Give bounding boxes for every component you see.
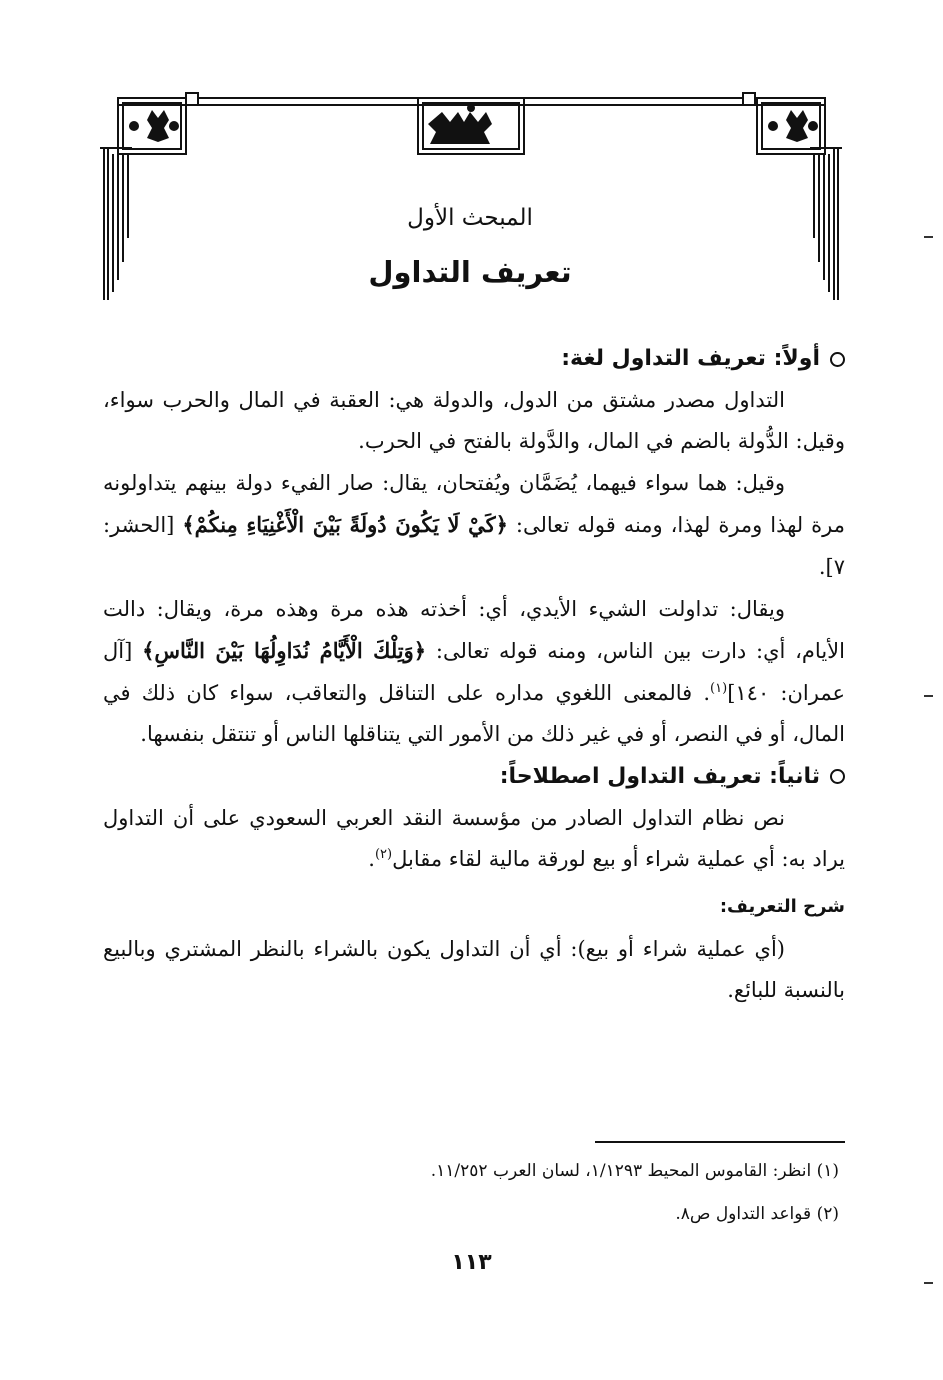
- verse-reference: [آل عمران: ١٤٠]: [103, 639, 845, 705]
- paragraph-text: وقيل: هما سواء فيهما، يُضَمَّان ويُفتحان، يقال: صار الفيء دولة بينهم يتداولونه مرة لهذا ومرة لهذا، ومنه قوله تعالى:: [103, 470, 845, 538]
- chapter-label: المبحث الأول: [407, 205, 533, 231]
- verse-reference: [الحشر: ٧].: [103, 513, 845, 579]
- paragraph-text: ويقال: تداولت الشيء الأيدي، أي: أخذته هذه مرة وهذه مرة، ويقال: دالت الأيام، أي: دارت بين الناس، ومنه قوله تعالى:: [103, 596, 845, 664]
- paragraph-text: . فالمعنى اللغوي مداره على التناقل والتعاقب، سواء كان ذلك في المال، أو في النصر، أو في غير ذلك من الأمور التي يتناقلها الناس أو تنتقل بنفسها.: [103, 680, 845, 747]
- footnote: (٢) قواعد التداول ص٨.: [675, 1204, 839, 1224]
- paragraph: [103, 463, 845, 589]
- margin-mark: [924, 236, 933, 238]
- footnote: (١) انظر: القاموس المحيط ١/١٢٩٣، لسان العرب ١١/٢٥٢.: [430, 1161, 839, 1181]
- margin-mark: [924, 1282, 933, 1284]
- section-heading-linguistic: [103, 338, 845, 380]
- paragraph: التداول مصدر مشتق من الدول، والدولة هي: العقبة في المال والحرب سواء، وقيل: الدُّولة بالضم في المال، والدَّولة بالفتح في الحرب.: [103, 387, 845, 454]
- main-content: [103, 338, 845, 1012]
- section-heading-technical: [103, 756, 845, 798]
- paragraph-text: .: [368, 847, 375, 872]
- explanation-heading: شرح التعريف:: [719, 895, 845, 917]
- paragraph: [103, 798, 845, 881]
- paragraph: (أي عملية شراء أو بيع): أي أن التداول يكون بالشراء بالنظر المشتري وبالبيع بالنسبة للبائع.: [103, 936, 845, 1003]
- quran-verse: ﴿كَيْ لَا يَكُونَ دُولَةً بَيْنَ الْأَغْنِيَاءِ مِنكُمْ﴾: [182, 512, 508, 538]
- circle-bullet-icon: [830, 769, 845, 784]
- footnote-mark[interactable]: (١): [710, 680, 728, 696]
- footnote-mark[interactable]: (٢): [374, 847, 393, 863]
- chapter-title: تعريف التداول: [368, 255, 572, 289]
- footnote-divider: [595, 1141, 845, 1143]
- section-heading-text: ثانياً: تعريف التداول اصطلاحاً:: [499, 763, 820, 789]
- footnotes: [103, 1157, 845, 1243]
- chapter-header: [120, 205, 820, 289]
- page-number: ١١٣: [451, 1250, 492, 1275]
- paragraph: [103, 589, 845, 756]
- section-heading-text: أولاً: تعريف التداول لغة:: [561, 346, 820, 371]
- margin-mark: [924, 695, 933, 697]
- circle-bullet-icon: [830, 352, 845, 367]
- paragraph-text: نص نظام التداول الصادر من مؤسسة النقد العربي السعودي على أن التداول يراد به: أي عملية شراء أو بيع لورقة مالية لقاء مقابل: [103, 805, 845, 872]
- quran-verse: ﴿وَتِلْكَ الْأَيَّامُ نُدَاوِلُهَا بَيْنَ النَّاسِ﴾: [142, 638, 427, 664]
